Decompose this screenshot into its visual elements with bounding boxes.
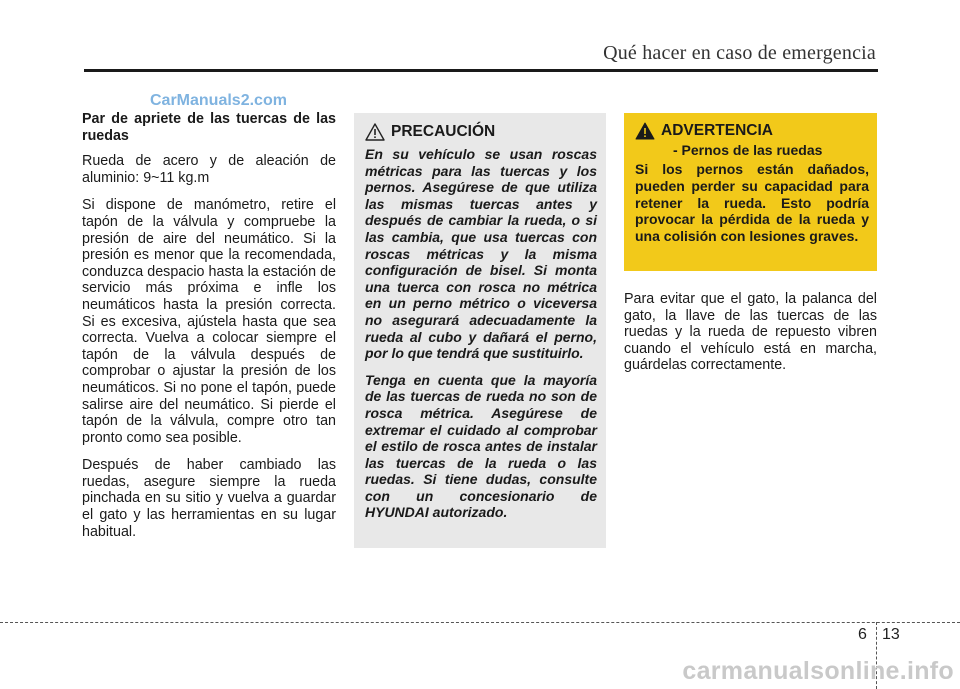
- caution-header: [365, 123, 597, 141]
- warning-title: ADVERTENCIA: [661, 122, 773, 139]
- warning-text: Si los pernos están dañados, pueden perder su capacidad para retener la rueda. Esto podría provocar la pérdida de la rueda y una colisión con lesiones graves.: [635, 161, 869, 245]
- caution-triangle-icon: [365, 123, 385, 141]
- caution-title: PRECAUCIÓN: [391, 123, 496, 140]
- caution-box: [354, 113, 606, 548]
- caution-paragraph-2: Tenga en cuenta que la mayoría de las tuercas de rueda no son de rosca métrica. Asegúrese de extremar el cuidado al comprobar el estilo de rosca antes de instalar las tuercas de la rueda o las ruedas. Si tiene dudas, consulte con un concesionario de HYUNDAI autorizado.: [365, 371, 597, 521]
- warning-header: [635, 122, 869, 140]
- caution-paragraph-1: En su vehículo se usan roscas métricas para las tuercas y los pernos. Asegúrese de que utiliza las mismas tuercas antes y después de cambiar la rueda, o si las cambia, que usa tuercas con roscas métricas y la misma configuración de bisel. Si monta una tuerca con rosca no métrica en un perno métrico o viceversa no asegurará adecuadamente la rueda al cubo y dañará el perno, por lo que tendrá que sustituirlo.: [365, 146, 597, 362]
- pressure-paragraph: Si dispone de manómetro, retire el tapón de la válvula y compruebe la presión de aire del neumático. Si la presión es menor que la recomendada, conduzca despacio hasta la estación de servicio más próxima e infle los neumáticos hasta la presión correcta. Si es excesiva, ajústela hasta que sea correcta. Vuelva a colocar siempre el tapón de la válvula después de comprobar o ajustar la presión de los neumáticos. Si no pone el tapón, puede salirse aire del neumático. Si pierde el tapón de la válvula, compre otro tan pronto como sea posible.: [82, 197, 336, 446]
- left-column: [82, 111, 336, 551]
- right-column-paragraph: Para evitar que el gato, la palanca del gato, la llave de las tuercas de las ruedas y la rueda de repuesto vibren cuando el vehículo está en marcha, guárdelas correctamente.: [624, 291, 877, 374]
- stowing-paragraph: Después de haber cambiado las ruedas, asegure siempre la rueda pinchada en su sitio y vuelva a guardar el gato y las herramientas en su lugar habitual.: [82, 457, 336, 540]
- page-number: 13: [882, 626, 900, 643]
- warning-subtitle: - Pernos de las ruedas: [673, 142, 823, 158]
- watermark-bottom[interactable]: carmanualsonline.info: [682, 657, 954, 685]
- chapter-number: 6: [858, 626, 867, 643]
- header-divider: [84, 69, 878, 72]
- warning-triangle-icon: [635, 122, 655, 140]
- section-title: Qué hacer en caso de emergencia: [603, 42, 876, 64]
- torque-subheading: Par de apriete de las tuercas de las ruedas: [82, 111, 336, 144]
- warning-box: [624, 113, 877, 271]
- footer-divider: [0, 622, 960, 623]
- torque-value: Rueda de acero y de aleación de aluminio: 9~11 kg.m: [82, 153, 336, 186]
- watermark-top[interactable]: CarManuals2.com: [150, 92, 287, 109]
